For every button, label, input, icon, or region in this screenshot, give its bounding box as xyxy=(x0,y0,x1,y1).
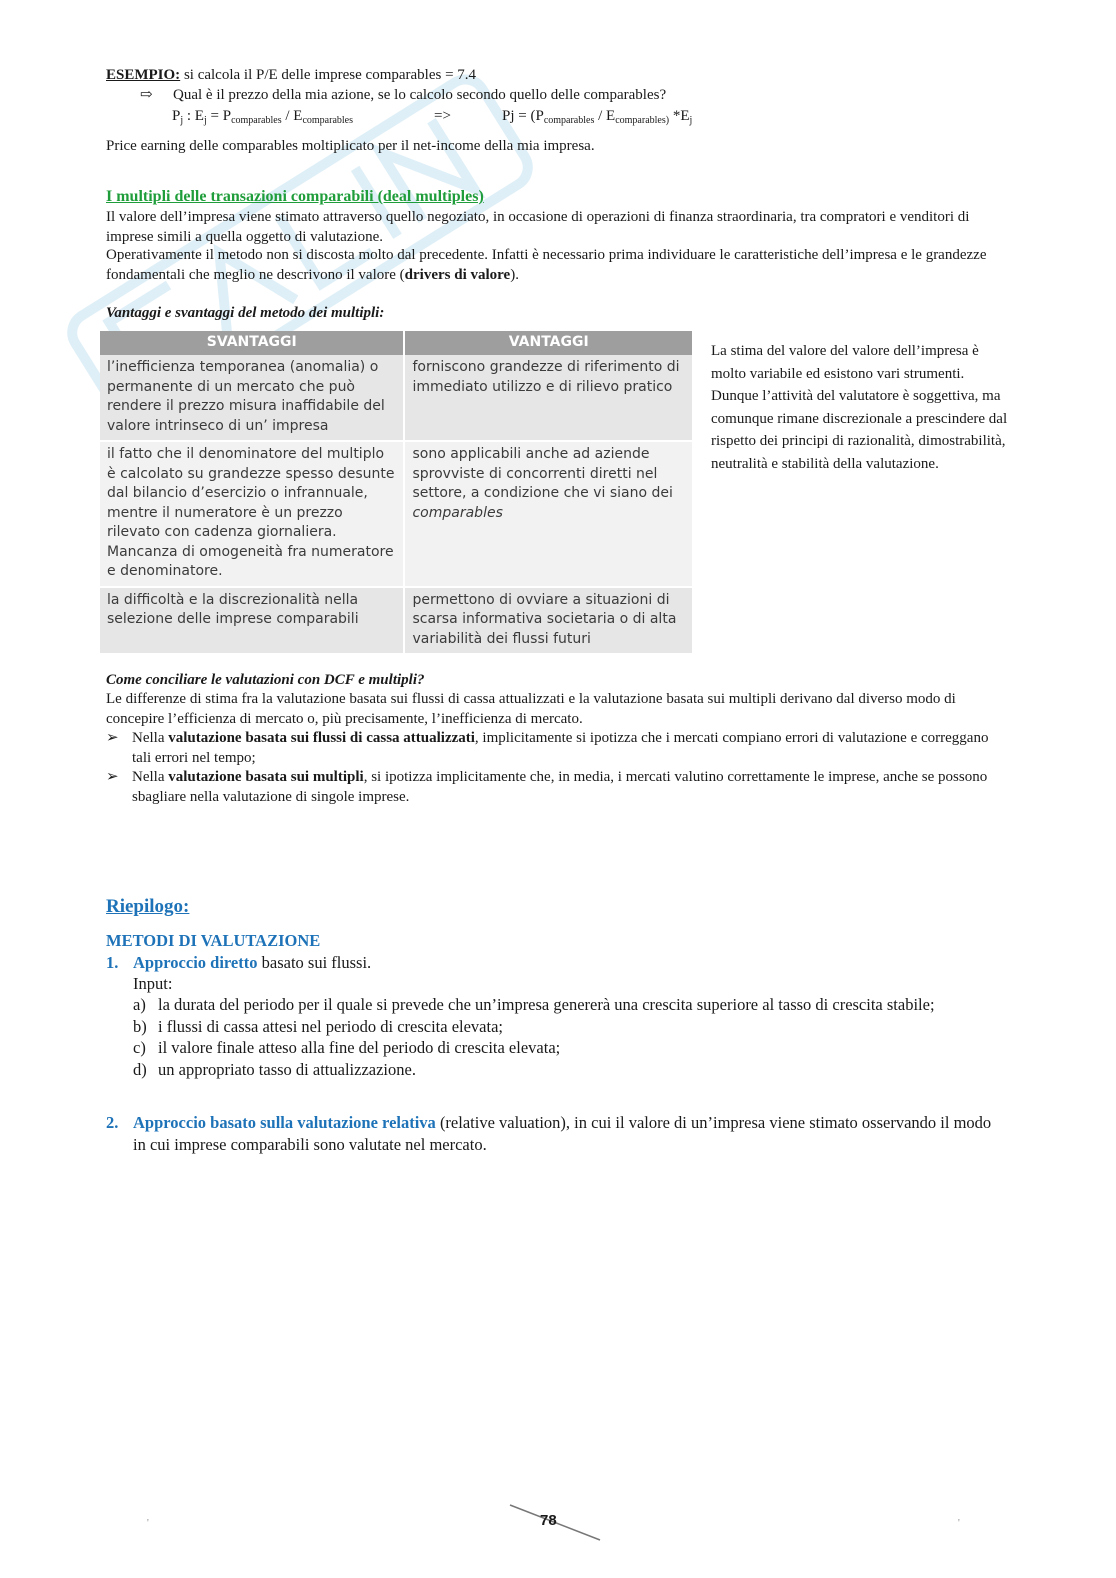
table-cell: il fatto che il denominatore del multiplo è calcolato su grandezze spesso desunte dal bilancio d’esercizio o infrannuale, mentre il numeratore è un prezzo rilevato con cadenza giornaliera. Mancanza di omogeneità fra numeratore e denominatore. xyxy=(100,441,404,587)
list-item: ➢ Nella valutazione basata sui multipli, si ipotizza implicitamente che, in media, i mercati valutino correttamente le imprese, anche se possono sbagliare nella valutazione di singole imprese. xyxy=(106,769,988,805)
reconcile-title: Come conciliare le valutazioni con DCF e multipli? xyxy=(106,672,425,688)
table-cell: sono applicabili anche ad aziende sprovviste di concorrenti diretti nel settore, a condizione che vi siano dei comparables xyxy=(404,441,693,587)
example-question: Qual è il prezzo della mia azione, se lo calcolo secondo quello delle comparables? xyxy=(173,87,667,103)
table-title: Vantaggi e svantaggi del metodo dei multipli: xyxy=(106,305,385,321)
list-item: d) un appropriato tasso di attualizzazione. xyxy=(133,1059,416,1079)
formula-two: $Pj = (P_{comparables} / E_{comparables)}$ $*E_j$ xyxy=(502,108,693,126)
list-item: c) il valore finale atteso alla fine del periodo di crescita elevata; xyxy=(133,1038,561,1057)
table-cell: la difficoltà e la discrezionalità nella selezione delle imprese comparabili xyxy=(100,587,404,655)
example-text: si calcola il P/E delle imprese comparables = 7.4 xyxy=(180,67,477,83)
footer-mark-right: ' xyxy=(958,1518,960,1529)
side-note: La stima del valore del valore dell’impresa è molto variabile ed esistono vari strumenti. Dunque l’attività del valutatore è soggettiva, ma comunque rimane discrezionale a prescindere dal rispetto dei principi di razionalità, dimostrabilità, neutralità e stabilità della valutazione. xyxy=(711,343,1008,472)
deal-paragraph-1: Il valore dell’impresa viene stimato attraverso quello negoziato, in occasione di operazioni di finanza straordinaria, tra compratori e venditori di imprese simili a quella oggetto di valutazione. xyxy=(106,209,970,245)
list-item: a) la durata del periodo per il quale si prevede che un’impresa genererà una crescita superiore al tasso di crescita stabile; xyxy=(133,995,935,1014)
deal-paragraph-2: Operativamente il metodo non si discosta molto dal precedente. Infatti è necessario prima individuare le caratteristiche dell’impresa e le grandezze fondamentali che meglio ne descrivono il valore (drivers di valore). xyxy=(106,247,987,283)
arrowhead-bullet-icon: ➢ xyxy=(106,730,119,746)
table-cell: l’inefficienza temporanea (anomalia) o permanente di un mercato che può rendere il prezzo misura inaffidabile del valore intrinseco di un’ impresa xyxy=(100,355,404,441)
reconcile-paragraph: Le differenze di stima fra la valutazione basata sui flussi di cassa attualizzati e la valutazione basata sui multipli derivano dal diverso modo di concepire l’efficienza di mercato o, più precisamente, l’inefficienza di mercato. xyxy=(106,691,956,727)
summary-item-1-text: Approccio diretto basato sui flussi. xyxy=(133,953,372,972)
list-item: b) i flussi di cassa attesi nel periodo di crescita elevata; xyxy=(133,1016,504,1036)
example-line xyxy=(106,66,476,86)
summary-item-2-text: Approccio basato sulla valutazione relativa (relative valuation), in cui il valore di un’impresa viene stimato osservando il modo in cui imprese comparabili sono valutate nel mercato. xyxy=(133,1113,992,1154)
page-number: 78 xyxy=(540,1512,557,1529)
summary-subitems xyxy=(133,994,993,1080)
drivers-di-valore: drivers di valore xyxy=(404,266,511,283)
table-cell: forniscono grandezze di riferimento di immediato utilizzo e di rilievo pratico xyxy=(404,355,693,441)
table-cell: permettono di ovviare a situazioni di scarsa informativa societaria o di alta variabilità dei flussi futuri xyxy=(404,587,693,655)
formula-arrow: => xyxy=(434,108,451,124)
pros-cons-table xyxy=(100,331,694,655)
summary-title: Riepilogo: xyxy=(106,896,190,917)
summary-subtitle: METODI DI VALUTAZIONE xyxy=(106,931,321,950)
deal-multiples-heading: I multipli delle transazioni comparabili (deal multiples) xyxy=(106,188,484,205)
price-earning-note: Price earning delle comparables moltiplicato per il net-income della mia impresa. xyxy=(106,138,595,154)
arrow-icon: ⇨ xyxy=(140,87,153,103)
formula-one: $P_j$ : $E_j = P_{comparables} / E_{comparables}$ xyxy=(172,108,353,126)
list-item: ➢ Nella valutazione basata sui flussi di cassa attualizzati, implicitamente si ipotizza che i mercati compiano errori di valutazione e correggano tali errori nel tempo; xyxy=(106,730,989,766)
footer-mark-left: ' xyxy=(147,1518,149,1529)
table-row xyxy=(100,441,693,587)
header-vantaggi: VANTAGGI xyxy=(404,331,693,355)
example-label: ESEMPIO: xyxy=(106,67,181,83)
summary-item-1: 1. xyxy=(106,953,119,972)
table-header-row xyxy=(100,331,693,355)
input-label: Input: xyxy=(133,974,173,993)
table-row xyxy=(100,355,693,441)
arrowhead-bullet-icon: ➢ xyxy=(106,769,119,785)
summary-item-2: 2. xyxy=(106,1113,119,1132)
table-row xyxy=(100,587,693,655)
header-svantaggi: SVANTAGGI xyxy=(100,331,404,355)
reconcile-list xyxy=(106,729,1006,807)
